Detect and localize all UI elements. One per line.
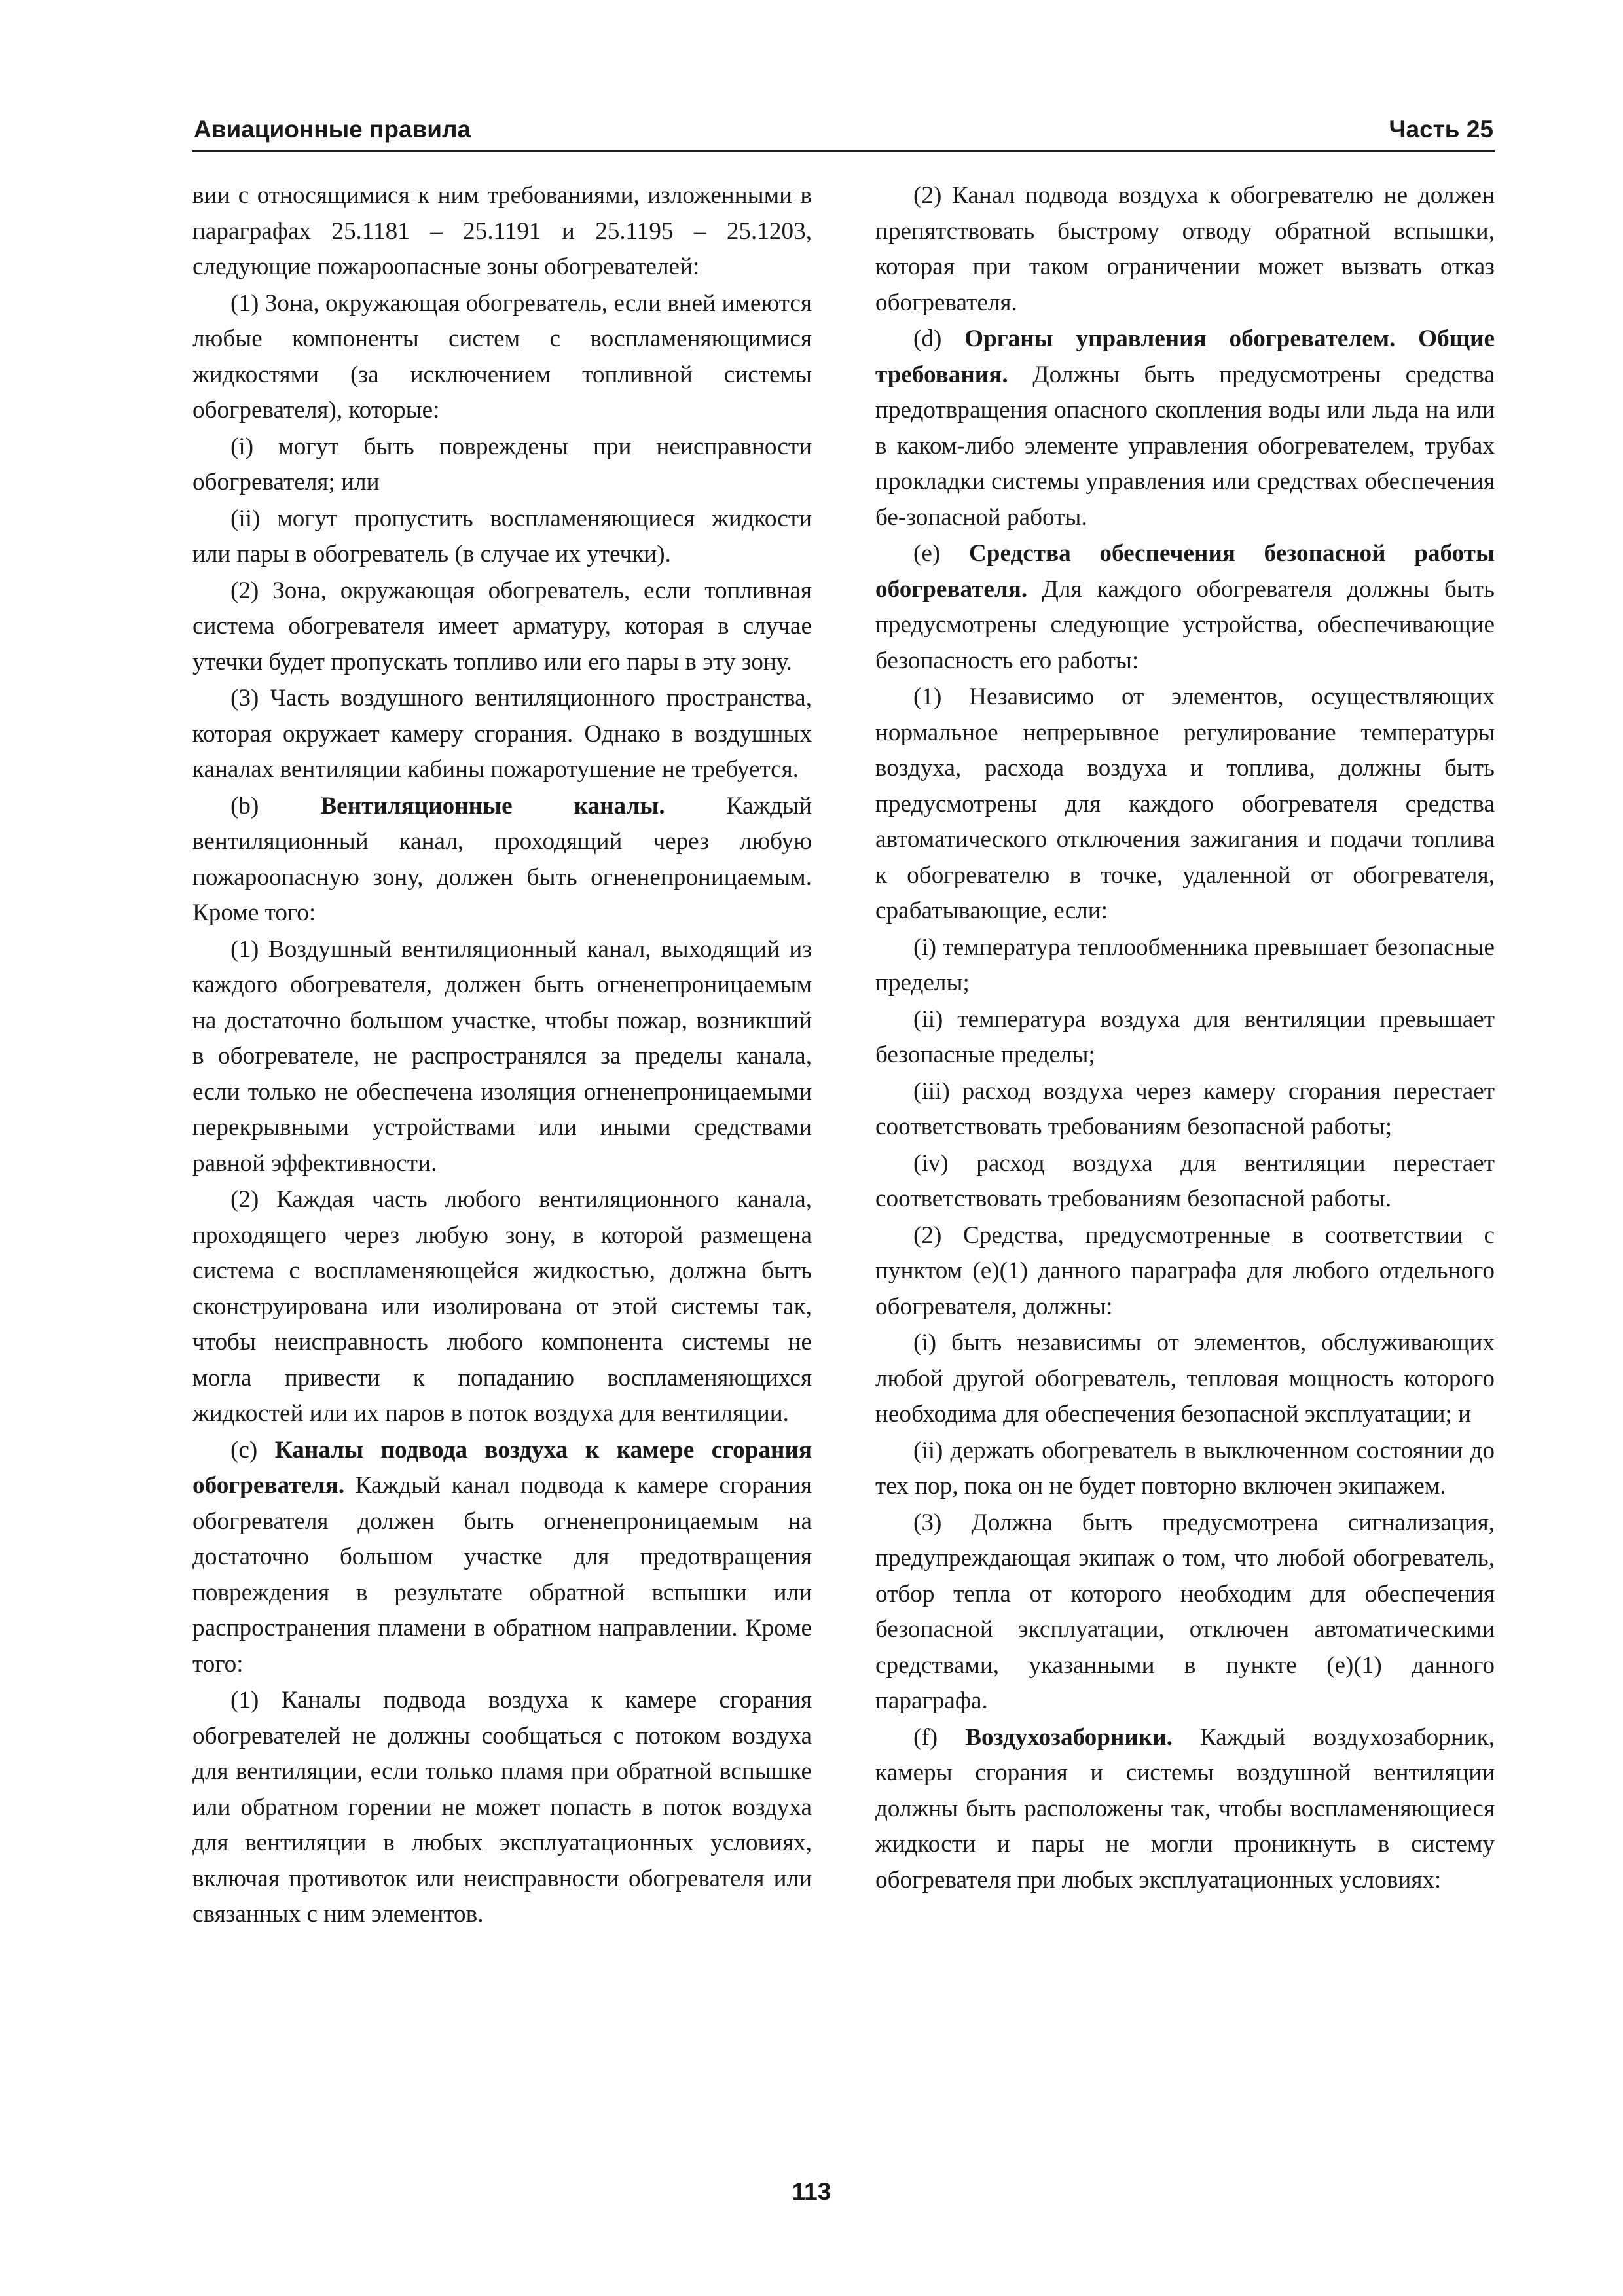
paragraph-text: (i) температура теплообменника превышает безопасные пределы;: [875, 933, 1495, 996]
paragraph-text: (1) Зона, окружающая обогреватель, если вней имеются любые компоненты систем с воспламеняющимися жидкостями (за исключением топливной системы обогревателя), которые:: [192, 289, 812, 423]
paragraph-heading: Средства обеспечения безопасной работы обогревателя.: [875, 540, 1495, 603]
paragraph-text: (ii) температура воздуха для вентиляции превышает безопасные пределы;: [875, 1005, 1495, 1068]
page-number: 113: [792, 2178, 831, 2205]
header-title: Авиационные правила: [194, 116, 471, 143]
paragraph-text: (1) Независимо от элементов, осуществляющих нормальное непрерывное регулирование температуры воздуха, расхода воздуха и топлива, должны быть предусмотрены для каждого обогревателя средства автоматического отключения зажигания и подачи топлива к обогревателю в точке, удаленной от обогревателя, срабатывающие, если:: [875, 683, 1495, 924]
paragraph-text: (i) быть независимы от элементов, обслуживающих любой другой обогреватель, тепловая мощность которого необходима для обеспечения безопасной эксплуатации; и: [875, 1329, 1495, 1427]
paragraph: [875, 1146, 1495, 1217]
paragraph: [192, 286, 812, 429]
paragraph-text: вии с относящимися к ним требованиями, изложенными в параграфах 25.1181 – 25.1191 и 25.1195 – 25.1203, следующие пожароопасные зоны обогревателей:: [192, 182, 812, 280]
paragraph: [875, 1433, 1495, 1505]
paragraph: [875, 321, 1495, 535]
paragraph-heading: Вентиляционные каналы.: [320, 792, 665, 819]
paragraph: [875, 178, 1495, 321]
paragraph-text: (2) Средства, предусмотренные в соответствии с пунктом (e)(1) данного параграфа для любого отдельного обогревателя, должны:: [875, 1221, 1495, 1320]
paragraph-text: (1) Воздушный вентиляционный канал, выходящий из каждого обогревателя, должен быть огненепроницаемым на достаточно большом участке, чтобы пожар, возникший в обогревателе, не распространялся за пределы канала, если только не обеспечена изоляция огненепроницаемыми перекрывными устройствами или иными средствами равной эффективности.: [192, 935, 812, 1177]
paragraph: [875, 1002, 1495, 1073]
paragraph-text: (iii) расход воздуха через камеру сгорания перестает соответствовать требованиям безопасной работы;: [875, 1077, 1495, 1140]
paragraph-prefix: (d): [913, 325, 965, 352]
paragraph-text: Каждый канал подвода к камере сгорания обогревателя должен быть огненепроницаемым на достаточно большом участке для предотвращения повреждения в результате обратной вспышки или распространения пламени в обратном направлении. Кроме того:: [192, 1472, 812, 1677]
paragraph-text: (2) Зона, окружающая обогреватель, если топливная система обогревателя имеет арматуру, которая в случае утечки будет пропускать топливо или его пары в эту зону.: [192, 577, 812, 675]
paragraph-heading: Воздухозаборники.: [965, 1723, 1173, 1751]
paragraph-text: (2) Канал подвода воздуха к обогревателю не должен препятствовать быстрому отводу обратной вспышки, которая при таком ограничении может вызвать отказ обогревателя.: [875, 182, 1495, 316]
paragraph-heading: Органы управления обогревателем. Общие требования.: [875, 325, 1495, 388]
paragraph-text: (2) Каждая часть любого вентиляционного канала, проходящего через любую зону, в которой размещена система с воспламеняющейся жидкостью, должна быть сконструирована или изолирована от этой системы так, чтобы неисправность любого компонента системы не могла привести к попаданию воспламеняющихся жидкостей или их паров в поток воздуха для вентиляции.: [192, 1186, 812, 1427]
paragraph-text: (1) Каналы подвода воздуха к камере сгорания обогревателей не должны сообщаться с потоком воздуха для вентиляции, если только пламя при обратной вспышке или обратном горении не может попасть в поток воздуха для вентиляции в любых эксплуатационных условиях, включая противоток или неисправности обогревателя или связанных с ним элементов.: [192, 1687, 812, 1928]
paragraph-text: Должны быть предусмотрены средства предотвращения опасного скопления воды или льда на или в каком-либо элементе управления обогревателем, трубах прокладки системы управления или средствах обеспечения бе-зопасной работы.: [875, 361, 1495, 531]
paragraph: [875, 1720, 1495, 1899]
paragraph: [875, 1074, 1495, 1145]
paragraph-text: (3) Должна быть предусмотрена сигнализация, предупреждающая экипаж о том, что любой обогреватель, отбор тепла от которого необходим для обеспечения безопасной эксплуатации, отключен автоматическими средствами, указанными в пункте (e)(1) данного параграфа.: [875, 1509, 1495, 1714]
paragraph: [192, 501, 812, 573]
paragraph: [192, 932, 812, 1182]
paragraph: [875, 1218, 1495, 1325]
paragraph-prefix: (b): [230, 792, 321, 819]
paragraph: [192, 1182, 812, 1432]
paragraph-prefix: (f): [913, 1723, 966, 1751]
paragraph: [192, 1683, 812, 1933]
page-header: [192, 111, 1495, 152]
paragraph-text: Каждый вентиляционный канал, проходящий через любую пожароопасную зону, должен быть огненепроницаемым. Кроме того:: [192, 792, 812, 926]
left-column: [192, 178, 812, 1933]
paragraph-text: Каждый воздухозаборник, камеры сгорания и системы воздушной вентиляции должны быть расположены так, чтобы воспламеняющиеся жидкости и пары не могли проникнуть в систему обогревателя при любых эксплуатационных условиях:: [875, 1723, 1495, 1893]
paragraph: [875, 679, 1495, 929]
paragraph-text: Для каждого обогревателя должны быть предусмотрены следующие устройства, обеспечивающие безопасность его работы:: [875, 575, 1495, 674]
paragraph: [875, 1325, 1495, 1433]
header-part: Часть 25: [1389, 116, 1493, 143]
paragraph-prefix: (e): [913, 540, 969, 567]
paragraph-text: (3) Часть воздушного вентиляционного пространства, которая окружает камеру сгорания. Однако в воздушных каналах вентиляции кабины пожаротушение не требуется.: [192, 685, 812, 783]
paragraph-text: (ii) могут пропустить воспламеняющиеся жидкости или пары в обогреватель (в случае их утечки).: [192, 505, 812, 567]
paragraph: [192, 1433, 812, 1683]
paragraph: [875, 1505, 1495, 1719]
right-column: [875, 178, 1495, 1899]
paragraph-text: (ii) держать обогреватель в выключенном состоянии до тех пор, пока он не будет повторно включен экипажем.: [875, 1437, 1495, 1499]
paragraph: [875, 536, 1495, 679]
paragraph-text: (i) могут быть повреждены при неисправности обогревателя; или: [192, 433, 812, 495]
paragraph: [192, 178, 812, 285]
paragraph: [192, 681, 812, 788]
paragraph-prefix: (c): [230, 1436, 275, 1463]
paragraph: [192, 429, 812, 501]
paragraph-text: (iv) расход воздуха для вентиляции перестает соответствовать требованиям безопасной работы.: [875, 1149, 1495, 1212]
paragraph: [875, 930, 1495, 1001]
paragraph: [192, 789, 812, 931]
paragraph: [192, 573, 812, 681]
paragraph-heading: Каналы подвода воздуха к камере сгорания обогревателя.: [192, 1436, 812, 1499]
